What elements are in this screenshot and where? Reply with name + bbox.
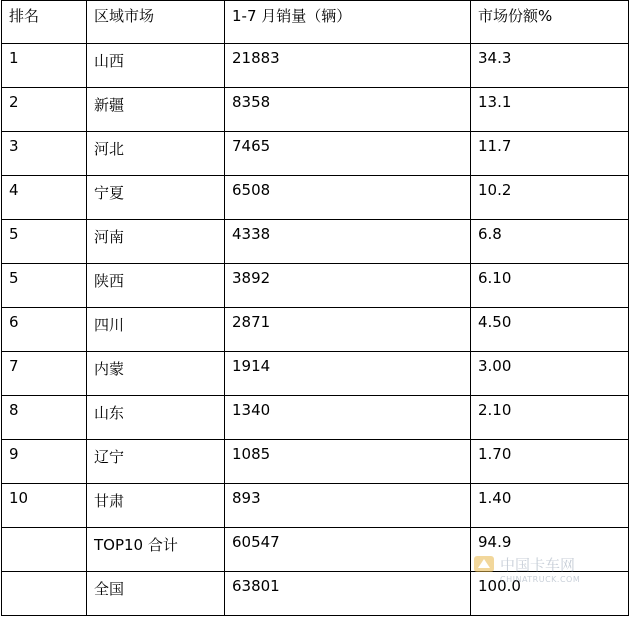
cell-share: 100.0: [471, 572, 629, 616]
table-row: [2, 44, 629, 88]
cell-region: 山东: [87, 396, 225, 440]
cell-sales: 60547: [225, 528, 471, 572]
cell-region: 内蒙: [87, 352, 225, 396]
table-row: [2, 308, 629, 352]
cell-region: 新疆: [87, 88, 225, 132]
cell-sales: 1085: [225, 440, 471, 484]
cell-share: 4.50: [471, 308, 629, 352]
cell-sales: 1340: [225, 396, 471, 440]
header-sales: 1-7 月销量（辆）: [225, 1, 471, 44]
table-row: [2, 176, 629, 220]
cell-rank: 3: [2, 132, 87, 176]
cell-share: 94.9: [471, 528, 629, 572]
cell-rank: 7: [2, 352, 87, 396]
cell-share: 34.3: [471, 44, 629, 88]
table-row: [2, 88, 629, 132]
cell-share: 10.2: [471, 176, 629, 220]
cell-share: 6.8: [471, 220, 629, 264]
cell-sales: 2871: [225, 308, 471, 352]
cell-rank: 8: [2, 396, 87, 440]
cell-rank: [2, 572, 87, 616]
cell-region: 陕西: [87, 264, 225, 308]
sales-table: [1, 0, 629, 616]
cell-rank: [2, 528, 87, 572]
cell-rank: 10: [2, 484, 87, 528]
table-row: [2, 396, 629, 440]
logo-text-cn: 中国卡车网: [500, 556, 576, 574]
cell-region: 河南: [87, 220, 225, 264]
cell-rank: 5: [2, 264, 87, 308]
cell-share: 3.00: [471, 352, 629, 396]
cell-region: 河北: [87, 132, 225, 176]
cell-region: 全国: [87, 572, 225, 616]
cell-region: 宁夏: [87, 176, 225, 220]
table-row: [2, 220, 629, 264]
cell-sales: 4338: [225, 220, 471, 264]
header-share: 市场份额%: [471, 1, 629, 44]
cell-rank: 4: [2, 176, 87, 220]
cell-region: TOP10 合计: [87, 528, 225, 572]
cell-share: 1.40: [471, 484, 629, 528]
table-row-top10-total: [2, 528, 629, 572]
table-row: [2, 132, 629, 176]
cell-sales: 6508: [225, 176, 471, 220]
logo-text-en: CHINATRUCK.COM: [500, 575, 581, 584]
cell-region: 甘肃: [87, 484, 225, 528]
cell-sales: 21883: [225, 44, 471, 88]
cell-rank: 1: [2, 44, 87, 88]
cell-sales: 893: [225, 484, 471, 528]
cell-sales: 3892: [225, 264, 471, 308]
cell-share: 6.10: [471, 264, 629, 308]
header-rank: 排名: [2, 1, 87, 44]
table-row-national-total: [2, 572, 629, 616]
cell-sales: 8358: [225, 88, 471, 132]
cell-sales: 63801: [225, 572, 471, 616]
cell-share: 1.70: [471, 440, 629, 484]
table-row: [2, 352, 629, 396]
table-row: [2, 440, 629, 484]
cell-rank: 9: [2, 440, 87, 484]
cell-region: 四川: [87, 308, 225, 352]
cell-rank: 6: [2, 308, 87, 352]
cell-share: 11.7: [471, 132, 629, 176]
cell-rank: 5: [2, 220, 87, 264]
cell-share: 2.10: [471, 396, 629, 440]
cell-sales: 1914: [225, 352, 471, 396]
table-row: [2, 264, 629, 308]
cell-region: 辽宁: [87, 440, 225, 484]
header-region: 区域市场: [87, 1, 225, 44]
cell-sales: 7465: [225, 132, 471, 176]
cell-share: 13.1: [471, 88, 629, 132]
cell-region: 山西: [87, 44, 225, 88]
table-row: [2, 484, 629, 528]
cell-rank: 2: [2, 88, 87, 132]
table-header-row: [2, 1, 629, 44]
